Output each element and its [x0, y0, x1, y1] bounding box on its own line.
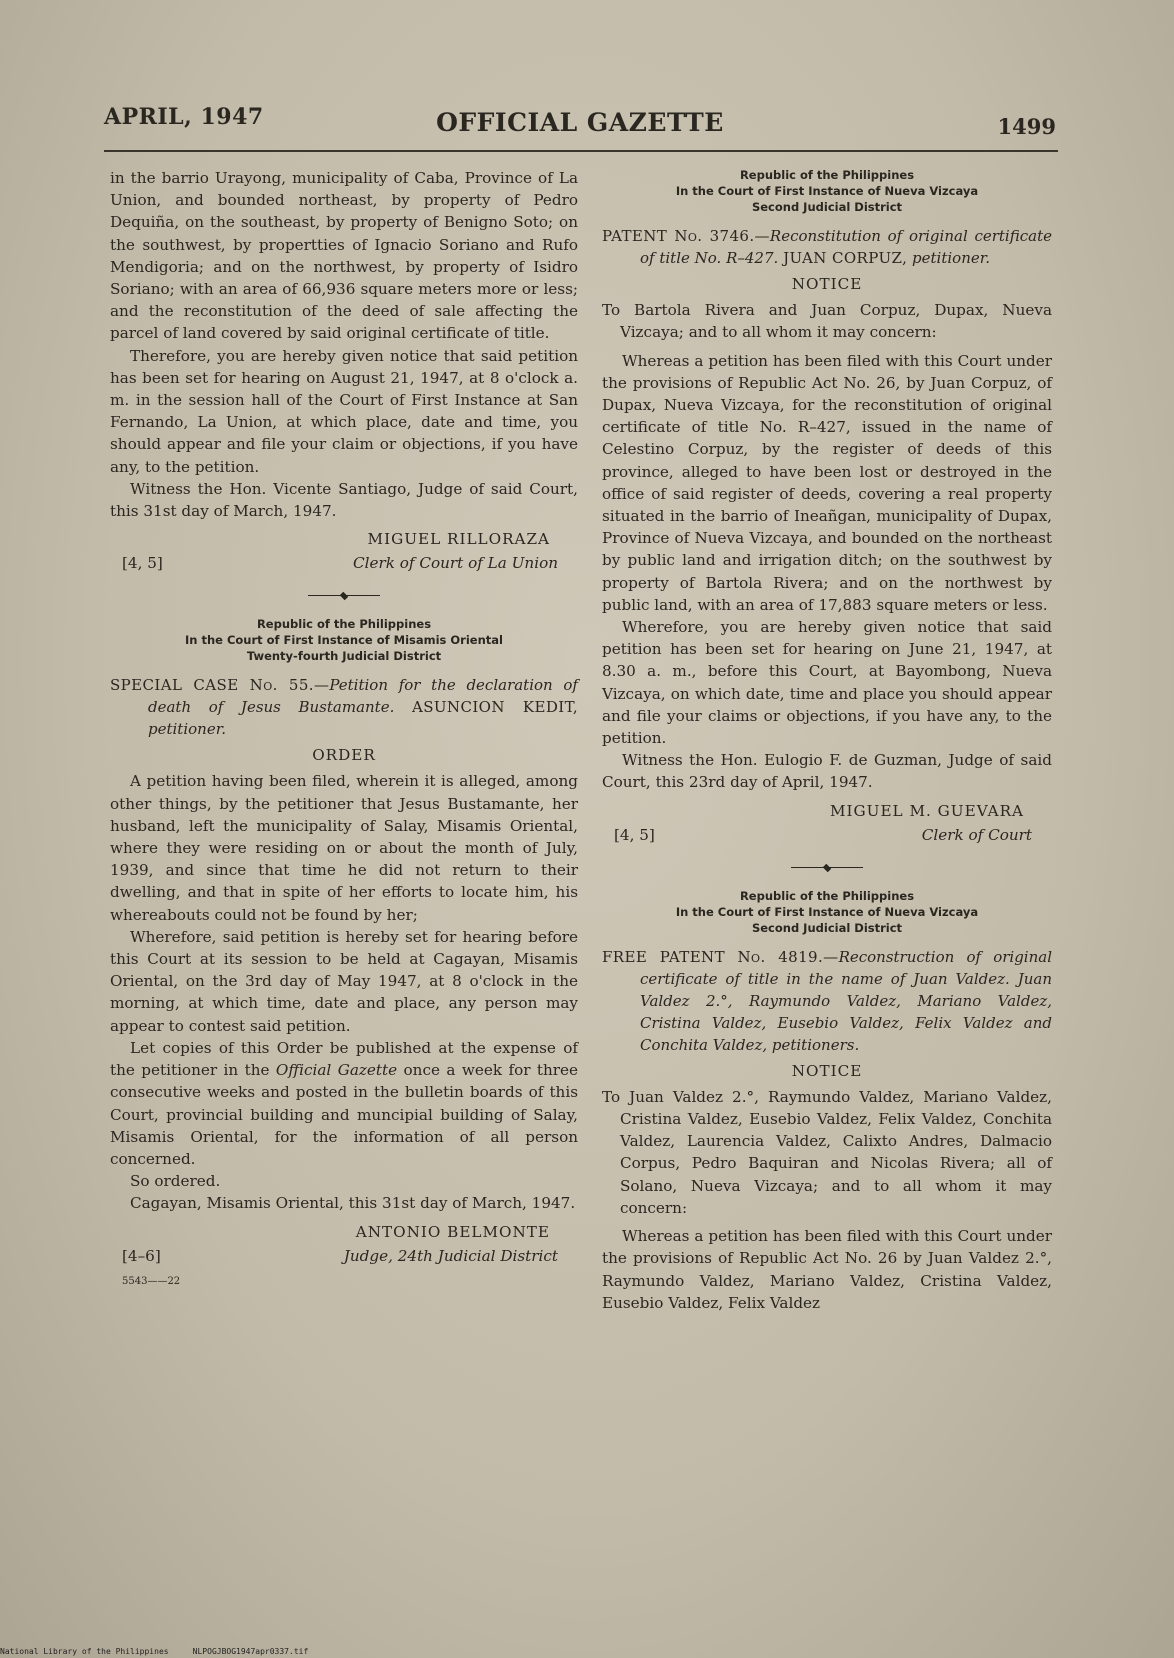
witness-paragraph: Witness the Hon. Vicente Santiago, Judge of said Court, this 31st day of March, 1947. [110, 479, 578, 521]
petitioner-role: petitioner. [912, 249, 991, 267]
scan-footer [0, 1647, 308, 1656]
page-header [104, 100, 1056, 144]
gazette-name: Official Gazette [275, 1061, 398, 1080]
signature-block [110, 1221, 578, 1271]
court-heading-line: Republic of the Philippines [739, 168, 915, 182]
notice-title: NOTICE [791, 275, 863, 293]
page-number: 1499 [997, 114, 1056, 139]
court-heading-line: In the Court of First Instance of Misamis Oriental [184, 633, 503, 648]
notice-paragraph: Whereas a petition has been filed with this Court under the provisions of Republic Act No. 26 by Juan Valdez 2.°, Raymundo Valdez, Mariano Valdez, Cristina Valdez, Eusebio Valdez, Felix Valdez [602, 1227, 1052, 1312]
signatory-title: Clerk of Court of La Union [352, 554, 558, 573]
court-heading [602, 167, 1052, 215]
case-title: Reconstitution of original certificate of title No. R–427. [640, 227, 1052, 267]
case-caption [602, 225, 1052, 269]
court-heading [602, 888, 1052, 936]
scan-filename: NLPOGJBOG1947apr0337.tif [192, 1647, 309, 1656]
signatory-name: ANTONIO BELMONTE [355, 1222, 550, 1241]
court-heading-line: In the Court of First Instance of Nueva Vizcaya [675, 184, 979, 198]
notice-paragraph: Whereas a petition has been filed with this Court under the provisions of Republic Act No. 26, by Juan Corpuz, of Dupax, Nueva Vizcaya, for the reconstitution of original certificate of title No. R–427, issued in the name of Celestino Corpuz, by the register of deeds of this province, alleged to have been lost or destroyed in the office of said register of deeds, covering a real property situated in the barrio of Ineañgan, municipality of Dupax, Province of Nueva Vizcaya, and bounded on the northeast by public land and irrigation ditch; on the southwest by property of Bartola Rivera; and on the northwest by public land, with an area of 17,883 square meters or less. [602, 351, 1052, 614]
court-heading-line: Twenty-fourth Judicial District [246, 649, 442, 664]
witness-paragraph: Witness the Hon. Eulogio F. de Guzman, Judge of said Court, this 23rd day of April, 1947. [602, 751, 1052, 792]
notice-addressees: To Juan Valdez 2.°, Raymundo Valdez, Mariano Valdez, Cristina Valdez, Eusebio Valdez, Felix Valdez, Conchita Valdez, Laurencia Valdez, Calixto Andres, Dalmacio Corpus, Pedro Baquiran and Nicolas Rivera; all of Solano, Nueva Vizcaya; and to all whom it may concern: [602, 1087, 1052, 1217]
right-column [602, 167, 1052, 1314]
case-number: FREE PATENT No. 4819.— [602, 947, 839, 966]
case-number: SPECIAL CASE No. 55.— [110, 676, 330, 695]
issue-numbers: [4–6] [122, 1246, 161, 1265]
signature-block [602, 800, 1052, 850]
signature-block [110, 528, 578, 578]
signatory-name: MIGUEL M. GUEVARA [829, 801, 1024, 820]
notice-paragraph: Wherefore, you are hereby given notice that said petition has been set for hearing on June 21, 1947, at 8.30 a. m., before this Court, at Bayombong, Nueva Vizcaya, on which date, time and place you should appear and file your claims or objections, if you have any, to the petition. [602, 618, 1052, 748]
petitioner-name: JUAN CORPUZ, [783, 249, 908, 267]
petitioner-name: ASUNCION KEDIT, [411, 698, 578, 717]
court-heading-line: In the Court of First Instance of Nueva Vizcaya [675, 904, 979, 919]
order-title: ORDER [312, 746, 376, 765]
so-ordered: So ordered. [130, 1172, 221, 1191]
court-heading [110, 616, 578, 664]
order-paragraph: A petition having been filed, wherein it is alleged, among other things, by the petitioner that Jesus Bustamante, her husband, left the municipality of Salay, Misamis Oriental, where they were residing on or about the month of July, 1939, and since that time he did not return to their dwelling, and that in spite of her efforts to locate him, his whereabouts could not be found by her; [110, 772, 578, 924]
court-heading-line: Republic of the Philippines [256, 617, 432, 632]
court-heading-line: Republic of the Philippines [739, 888, 915, 903]
issue-numbers: [4, 5] [122, 554, 163, 573]
signatory-title: Judge, 24th Judicial District [343, 1246, 558, 1265]
case-title: Petition for the declaration of death of Jesus Bustamante. [148, 676, 578, 717]
left-column [110, 167, 578, 1293]
notice-title: NOTICE [791, 1061, 863, 1080]
print-number: 5543——22 [122, 1275, 181, 1287]
case-number: PATENT No. 3746.— [602, 227, 770, 245]
court-heading-line: Second Judicial District [751, 200, 903, 214]
order-paragraph: Wherefore, said petition is hereby set for hearing before this Court at its session to be held at Cagayan, Misamis Oriental, on the 3rd day of May 1947, at 8 o'clock in the morning, at which time, date and place, any person may appear to contest said petition. [110, 927, 578, 1035]
library-credit: National Library of the Philippines [0, 1647, 169, 1656]
issue-date: APRIL, 1947 [104, 104, 264, 130]
header-rule [104, 150, 1058, 152]
issue-numbers: [4, 5] [614, 825, 655, 844]
signatory-name: MIGUEL RILLORAZA [367, 530, 550, 549]
section-separator [602, 858, 1052, 878]
signatory-title: Clerk of Court [921, 825, 1032, 844]
section-separator [110, 586, 578, 606]
hearing-notice-paragraph: Therefore, you are hereby given notice that said petition has been set for hearing on August 21, 1947, at 8 o'clock a. m. in the session hall of the Court of First Instance at San Fernando, La Union, at which place, date and time, you should appear and file your claim or objections, if you have any, to the petition. [110, 346, 578, 476]
petitioner-role: petitioner. [148, 720, 226, 739]
notice-addressees: To Bartola Rivera and Juan Corpuz, Dupax, Nueva Vizcaya; and to all whom it may concern: [602, 301, 1052, 342]
case-caption [602, 946, 1053, 1056]
continuation-paragraph: in the barrio Urayong, municipality of Caba, Province of La Union, and bounded northeast, by property of Pedro Dequiña, on the southeast, by property of Benigno Soto; on the southwest, by propertties of Ignacio Soriano and Rufo Mendigoria; and on the northwest, by property of Isidro Soriano; with an area of 66,936 square meters more or less; and the reconstitution of the deed of sale affecting the parcel of land covered by said original certificate of title. [110, 169, 578, 343]
order-paragraph: Let copies of this Order be published at the expense of the petitioner in the Official Gazette once a week for three consecutive weeks and posted in the bulletin boards of this Court, provincial building and muncipial building of Salay, Misamis Oriental, for the information of all person concerned. [110, 1038, 579, 1168]
publication-title: OFFICIAL GAZETTE [436, 108, 724, 137]
dated-line: Cagayan, Misamis Oriental, this 31st day of March, 1947. [130, 1194, 576, 1213]
court-heading-line: Second Judicial District [751, 920, 903, 935]
case-caption [110, 674, 578, 740]
case-title: Reconstruction of original certificate of title in the name of Juan Valdez. Juan Valdez 2.°, Raymundo Valdez, Mariano Valdez, Cristina Valdez, Eusebio Valdez, Felix Valdez and Conchita Valdez, petitioners. [640, 947, 1053, 1054]
